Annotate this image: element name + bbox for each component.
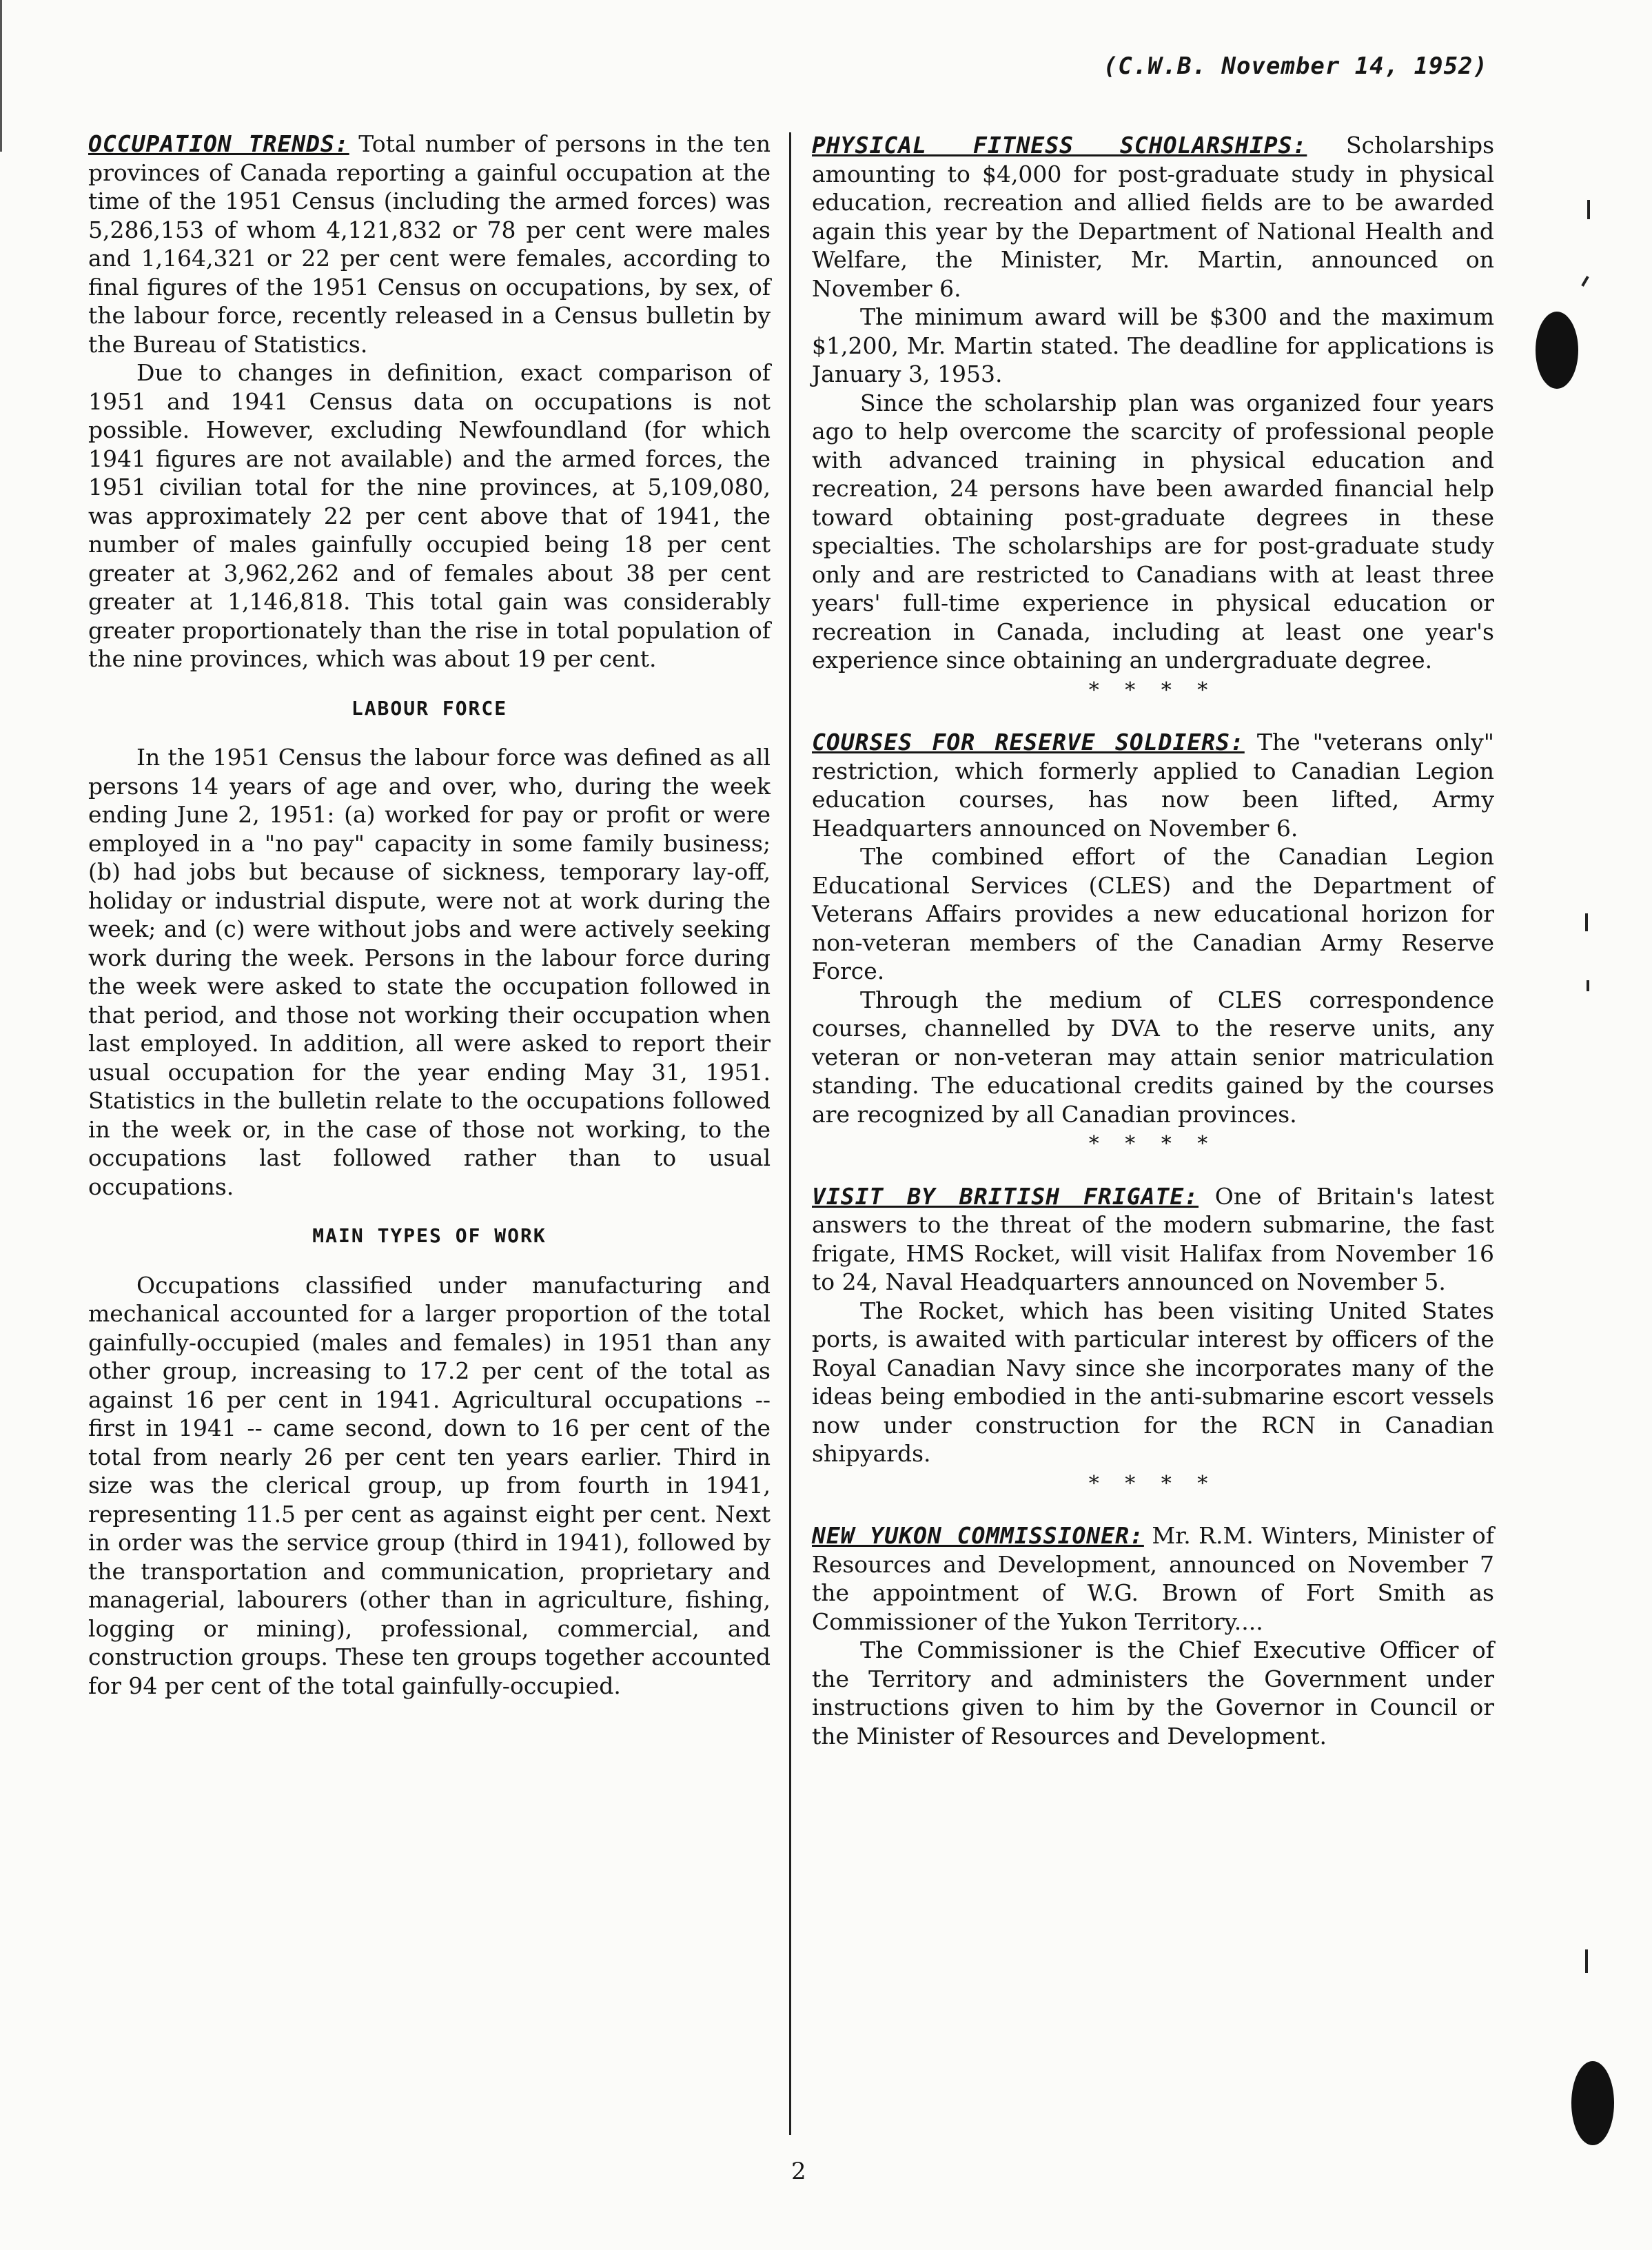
reserve-soldiers-paragraph-3: Through the medium of CLES correspondence courses, channelled by DVA to the reserve units, any veteran or non-veteran may attain senior matriculation standing. The educational credits gained by the courses are recognized by all Canadian provinces.	[812, 986, 1494, 1128]
margin-mark	[1585, 1949, 1588, 1973]
margin-mark	[1581, 276, 1589, 287]
punch-hole-top	[1536, 312, 1578, 389]
reserve-soldiers-paragraph-1: COURSES FOR RESERVE SOLDIERS: The "veterans only" restriction, which formerly applied to Canadian Legion education courses, has now been lifted, Army Headquarters announced on November 6.	[812, 729, 1494, 842]
yukon-paragraph-1: NEW YUKON COMMISSIONER: Mr. R.M. Winters, Minister of Resources and Development, announced on November 7 the appointment of W.G. Brown of Fort Smith as Commissioner of the Yukon Territory....	[812, 1522, 1494, 1635]
page-number: 2	[791, 2158, 806, 2185]
reserve-soldiers-paragraph-2: The combined effort of the Canadian Legion Educational Services (CLES) and the Department of Veterans Affairs provides a new educational horizon for non-veteran members of the Canadian Army Reserve Force.	[812, 843, 1494, 984]
labour-force-subheading: LABOUR FORCE	[351, 696, 508, 720]
page-edge-mark	[0, 0, 2, 152]
page-citation: (C.W.B. November 14, 1952)	[1103, 52, 1488, 80]
reserve-soldiers-heading: COURSES FOR RESERVE SOLDIERS:	[812, 729, 1245, 756]
british-frigate-heading: VISIT BY BRITISH FRIGATE:	[812, 1182, 1199, 1210]
physical-fitness-paragraph-2: The minimum award will be $300 and the maximum $1,200, Mr. Martin stated. The deadline for applications is January 3, 1953.	[812, 303, 1494, 387]
margin-mark	[1587, 980, 1589, 991]
left-column	[88, 130, 771, 1700]
physical-fitness-paragraph-1: PHYSICAL FITNESS SCHOLARSHIPS: Scholarships amounting to $4,000 for post-graduate study in physical education, recreation and allied fields are to be awarded again this year by the Department of National Health and Welfare, the Minister, Mr. Martin, announced on November 6.	[812, 132, 1495, 302]
yukon-article	[812, 1521, 1494, 1750]
article-separator: * * * *	[1088, 1132, 1218, 1156]
yukon-heading: NEW YUKON COMMISSIONER:	[812, 1522, 1144, 1549]
punch-hole-bottom	[1571, 2061, 1614, 2145]
occupation-trends-paragraph-2: Due to changes in definition, exact comparison of 1951 and 1941 Census data on occupations is not possible. However, excluding Newfoundland (for which 1941 figures are not available) and the armed forces, the 1951 civilian total for the nine provinces, at 5,109,080, was approximately 22 per cent above that of 1941, the number of males gainfully occupied being 18 per cent greater at 3,962,262 and of females about 38 per cent greater at 1,146,818. This total gain was considerably greater proportionately than the rise in total population of the nine provinces, which was about 19 per cent.	[88, 359, 771, 672]
physical-fitness-paragraph-3: Since the scholarship plan was organized four years ago to help overcome the scarcity of professional people with advanced training in physical education and recreation, 24 persons have been awarded financial help toward obtaining post-graduate degrees in these specialties. The scholarships are for post-graduate study only and are restricted to Canadians with at least three years' full-time experience in physical education or recreation in Canada, including at least one year's experience since obtaining an undergraduate degree.	[812, 389, 1494, 673]
column-divider	[789, 132, 791, 2135]
british-frigate-paragraph-2: The Rocket, which has been visiting United States ports, is awaited with particular interest by officers of the Royal Canadian Navy since she incorporates many of the ideas being embodied in the anti-submarine escort vessels now under construction for the RCN in Canadian shipyards.	[812, 1297, 1494, 1467]
main-types-subheading: MAIN TYPES OF WORK	[312, 1224, 547, 1247]
british-frigate-article	[812, 1182, 1494, 1468]
right-column	[812, 131, 1494, 1750]
occupation-trends-paragraph-1: OCCUPATION TRENDS: Total number of persons in the ten provinces of Canada reporting a gainful occupation at the time of the 1951 Census (including the armed forces) was 5,286,153 of whom 4,121,832 or 78 per cent were males and 1,164,321 or 22 per cent were females, according to final figures of the 1951 Census on occupations, by sex, of the labour force, recently released in a Census bulletin by the Bureau of Statistics.	[88, 130, 771, 358]
physical-fitness-article	[812, 131, 1494, 675]
occupation-trends-heading: OCCUPATION TRENDS:	[88, 130, 349, 157]
reserve-soldiers-article	[812, 728, 1494, 1128]
yukon-paragraph-2: The Commissioner is the Chief Executive Officer of the Territory and administers the Government under instructions given to him by the Governor in Council or the Minister of Resources and Development.	[812, 1636, 1494, 1750]
article-separator: * * * *	[1088, 678, 1218, 702]
labour-force-paragraph: In the 1951 Census the labour force was defined as all persons 14 years of age and over, who, during the week ending June 2, 1951: (a) worked for pay or profit or were employed in a "no pay" capacity in some family business; (b) had jobs but because of sickness, temporary lay-off, holiday or industrial dispute, were not at work during the week; and (c) were without jobs and were actively seeking work during the week. Persons in the labour force during the week were asked to state the occupation followed in that period, and those not working their occupation when last employed. In addition, all were asked to report their usual occupation for the year ending May 31, 1951. Statistics in the bulletin relate to the occupations followed in the week or, in the case of those not working, to the occupations last followed rather than to usual occupations.	[88, 744, 771, 1200]
physical-fitness-heading: PHYSICAL FITNESS SCHOLARSHIPS:	[812, 132, 1307, 159]
article-separator: * * * *	[1088, 1471, 1218, 1496]
margin-mark	[1585, 913, 1588, 931]
british-frigate-paragraph-1: VISIT BY BRITISH FRIGATE: One of Britain's latest answers to the threat of the modern submarine, the fast frigate, HMS Rocket, will visit Halifax from November 16 to 24, Naval Headquarters announced on November 5.	[812, 1182, 1494, 1295]
main-types-paragraph: Occupations classified under manufacturing and mechanical accounted for a larger proportion of the total gainfully-occupied (males and females) in 1951 than any other group, increasing to 17.2 per cent of the total as against 16 per cent in 1941. Agricultural occupations -- first in 1941 -- came second, down to 16 per cent of the total from nearly 26 per cent ten years earlier. Third in size was the clerical group, up from fourth in 1941, representing 11.5 per cent as against eight per cent. Next in order was the service group (third in 1941), followed by the transportation and communication, proprietary and managerial, labourers (other than in agriculture, fishing, logging or mining), professional, commercial, and construction groups. These ten groups together accounted for 94 per cent of the total gainfully-occupied.	[88, 1271, 771, 1699]
margin-mark	[1587, 200, 1590, 219]
